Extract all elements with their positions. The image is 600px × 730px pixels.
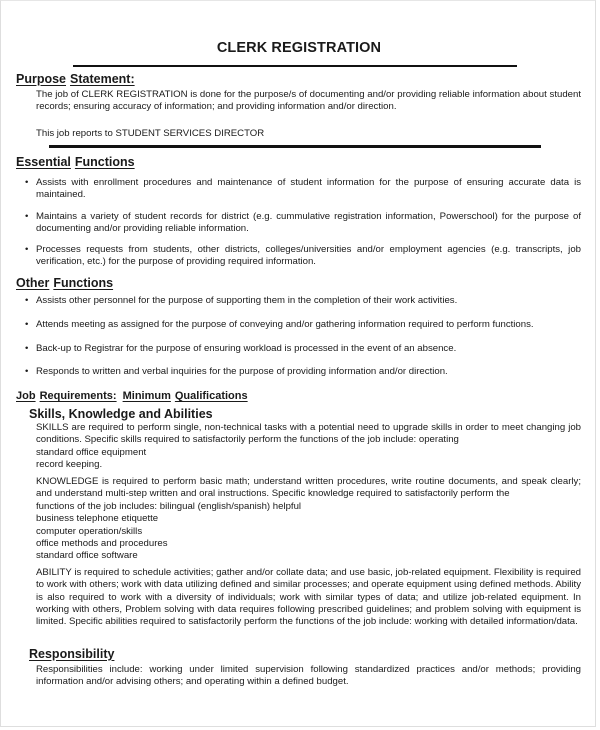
list-item: • Processes requests from students, other districts, colleges/universities and/or employment agencies (e.g. transcripts, job verification, etc.) for the purpose of providing required information. [25, 244, 581, 268]
title-divider [73, 65, 517, 67]
knowledge-list-item: computer operation/skills [36, 525, 143, 537]
skills-list-item: record keeping. [36, 459, 103, 471]
essential-functions-heading [16, 155, 139, 169]
purpose-text: The job of CLERK REGISTRATION is done for the purpose/s of documenting and/or providing reliable information about student records; ensuring accuracy of information; and providing information and/or direction. [36, 89, 581, 113]
responsibility-heading: Responsibility [29, 647, 115, 661]
list-item: • Assists other personnel for the purpose of supporting them in the completion of their work activities. [25, 295, 458, 306]
list-item: • Maintains a variety of student records for district (e.g. cummulative registration information, Powerschool) for the purpose of documenting and/or providing reliable information. [25, 211, 581, 235]
heading-word: Minimum [122, 390, 171, 402]
list-item: • Back-up to Registrar for the purpose of ensuring workload is processed in the event of an absence. [25, 343, 457, 354]
list-item: • Responds to written and verbal inquiries for the purpose of providing information and/or direction. [25, 366, 448, 377]
heading-word: Essential [16, 155, 71, 169]
bullet-icon: • [25, 177, 29, 188]
purpose-heading [16, 72, 139, 86]
responsibility-text: Responsibilities include: working under limited supervision following standardized practices and/or methods; providing information and/or advising others; and operating within a defined budget. [36, 664, 581, 688]
list-item: • Assists with enrollment procedures and maintenance of student information for the purpose of ensuring accurate data is maintained. [25, 177, 581, 201]
bullet-icon: • [25, 211, 29, 222]
other-functions-heading [16, 276, 117, 290]
heading-word: Functions [53, 276, 114, 290]
heading-word: Other [16, 276, 50, 290]
reports-to-text: This job reports to STUDENT SERVICES DIRECTOR [36, 128, 265, 139]
skills-list-item: standard office equipment [36, 447, 147, 458]
knowledge-list [36, 501, 581, 562]
knowledge-list-item: standard office software [36, 550, 138, 562]
heading-word: Statement: [70, 72, 135, 86]
knowledge-list-item: business telephone etiquette [36, 513, 159, 525]
skills-knowledge-abilities-heading: Skills, Knowledge and Abilities [29, 407, 213, 421]
heading-word: Requirements: [39, 390, 117, 402]
bullet-icon: • [25, 343, 29, 354]
heading-word: Functions [74, 155, 135, 169]
document-title: CLERK REGISTRATION [216, 40, 382, 56]
knowledge-list-item: office methods and procedures [36, 537, 168, 549]
bullet-icon: • [25, 244, 29, 255]
bullet-icon: • [25, 366, 29, 377]
bullet-icon: • [25, 319, 29, 330]
skills-list [36, 447, 581, 472]
knowledge-list-item: functions of the job includes: bilingual (english/spanish) helpful [36, 501, 302, 512]
ability-text: ABILITY is required to schedule activities; gather and/or collate data; and use basic, job-related equipment. Flexibility is required to work with others; work with data utilizing defined and similar processes; and operate equipment using defined methods. Ability is also required to work with a diversity of individuals; work with similar types of data; and utilize job-related equipment. In working with others, Problem solving with data requires following prescribed guidelines; and problem solving with equipment is limited. Specific abilities required to satisfactorily perform the functions of the job include: working with detailed information/data. [36, 567, 581, 628]
bullet-icon: • [25, 295, 29, 306]
job-requirements-heading [16, 390, 252, 402]
section-divider [49, 145, 541, 148]
list-item: • Attends meeting as assigned for the purpose of conveying and/or gathering information required to perform functions. [25, 319, 534, 330]
heading-word: Qualifications [174, 390, 248, 402]
heading-word: Job [16, 390, 36, 402]
skills-text: SKILLS are required to perform single, non-technical tasks with a potential need to upgrade skills in order to meet changing job conditions. Specific skills required to satisfactorily perform the functions of the job include: operating [36, 422, 581, 446]
knowledge-text: KNOWLEDGE is required to perform basic math; understand written procedures, write routine documents, and speak clearly; and understand multi-step written and oral instructions. Specific knowledge required to satisfactorily perform the [36, 476, 581, 500]
heading-word: Purpose [16, 72, 67, 86]
